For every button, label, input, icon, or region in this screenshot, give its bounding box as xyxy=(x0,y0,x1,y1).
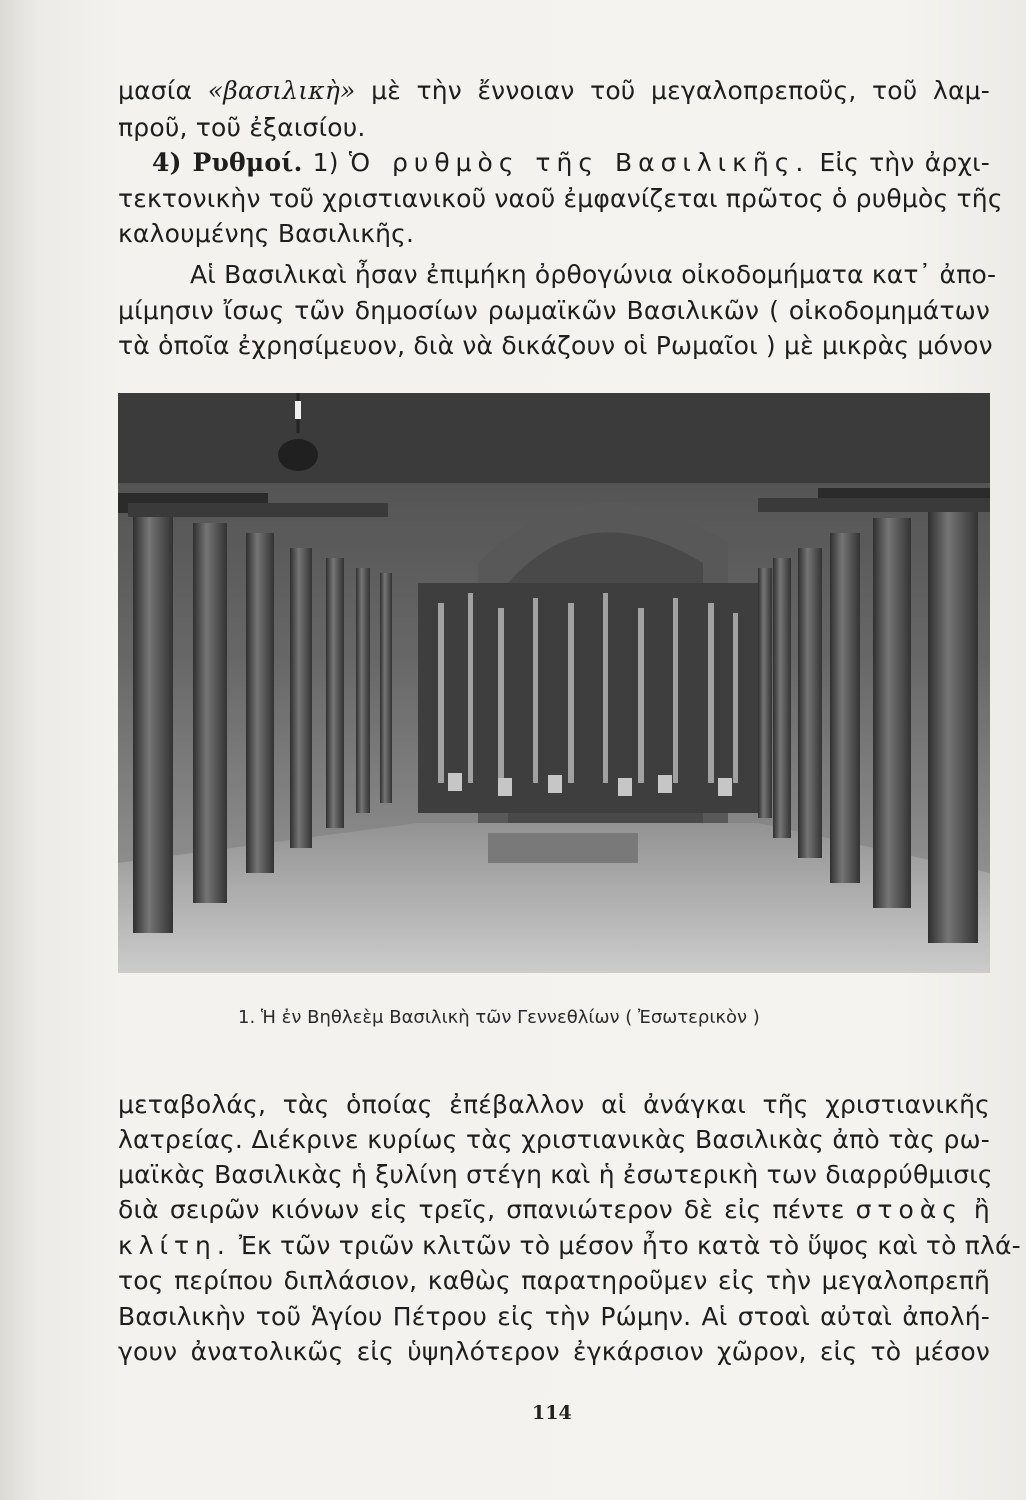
text-line: διὰ σειρῶν κιόνων εἰς τρεῖς, σπανιώτερον δὲ εἰς πέντε στοὰς ἢ xyxy=(118,1195,990,1224)
text-line: τεκτονικὴν τοῦ χριστιανικοῦ ναοῦ ἐμφανίζεται πρῶτος ὁ ρυθμὸς τῆς xyxy=(118,184,1003,213)
section-heading-line: 4) Ρυθμοί. 1) Ὁ ρυθμὸς τῆς Βασιλικῆς. Εἰς τὴν ἀρχι- xyxy=(152,148,990,177)
basilica-interior-photo xyxy=(118,393,990,973)
figure-caption: 1. Ἡ ἐν Βηθλεὲμ Βασιλικὴ τῶν Γεννεθλίων ( Ἐσωτερικὸν ) xyxy=(238,1007,760,1028)
text-line: μασία «βασιλικὴ» μὲ τὴν ἔννοιαν τοῦ μεγαλοπρεποῦς, τοῦ λαμ- xyxy=(118,76,990,105)
section-heading: 4) Ρυθμοί. xyxy=(152,148,303,177)
page-number: 114 xyxy=(532,1402,572,1424)
text-line: Βασιλικὴν τοῦ Ἁγίου Πέτρου εἰς τὴν Ρώμην. Αἱ στοαὶ αὐταὶ ἀπολή- xyxy=(118,1302,990,1331)
text-line: τος περίπου διπλάσιον, καθὼς παρατηροῦμεν εἰς τὴν μεγαλοπρεπῆ xyxy=(118,1266,990,1295)
photo-illustration xyxy=(118,393,990,973)
text-line: μεταβολάς, τὰς ὁποίας ἐπέβαλλον αἱ ἀνάγκαι τῆς χριστιανικῆς xyxy=(118,1090,990,1119)
term-stoas: στοὰς xyxy=(855,1195,963,1224)
text-line: μαϊκὰς Βασιλικὰς ἡ ξυλίνη στέγη καὶ ἡ ἐσωτερικὴ των διαρρύθμισις xyxy=(118,1160,993,1189)
term-klite: κλίτη. xyxy=(118,1231,231,1260)
text-line: γουν ἀνατολικῶς εἰς ὑψηλότερον ἐγκάρσιον χῶρον, εἰς τὸ μέσον xyxy=(118,1337,990,1366)
text-line: προῦ, τοῦ ἐξαισίου. xyxy=(118,113,366,142)
text-line: κλίτη. Ἐκ τῶν τριῶν κλιτῶν τὸ μέσον ἦτο κατὰ τὸ ὕψος καὶ τὸ πλά- xyxy=(118,1231,1021,1260)
text-line: λατρείας. Διέκρινε κυρίως τὰς χριστιανικὰς Βασιλικὰς ἀπὸ τὰς ρω- xyxy=(118,1125,990,1154)
text-line: καλουμένης Βασιλικῆς. xyxy=(118,219,415,248)
text-line: μίμησιν ἴσως τῶν δημοσίων ρωμαϊκῶν Βασιλικῶν ( οἰκοδομημάτων xyxy=(118,296,990,325)
text-line: Αἱ Βασιλικαὶ ἦσαν ἐπιμήκη ὀρθογώνια οἰκοδομήματα κατ᾽ ἀπο- xyxy=(190,260,997,289)
style-name: Ὁ ρυθμὸς τῆς Βασιλικῆς. xyxy=(348,148,810,177)
text-line: τὰ ὁποῖα ἐχρησίμευον, διὰ νὰ δικάζουν οἱ Ρωμαῖοι ) μὲ μικρὰς μόνον xyxy=(118,331,993,360)
